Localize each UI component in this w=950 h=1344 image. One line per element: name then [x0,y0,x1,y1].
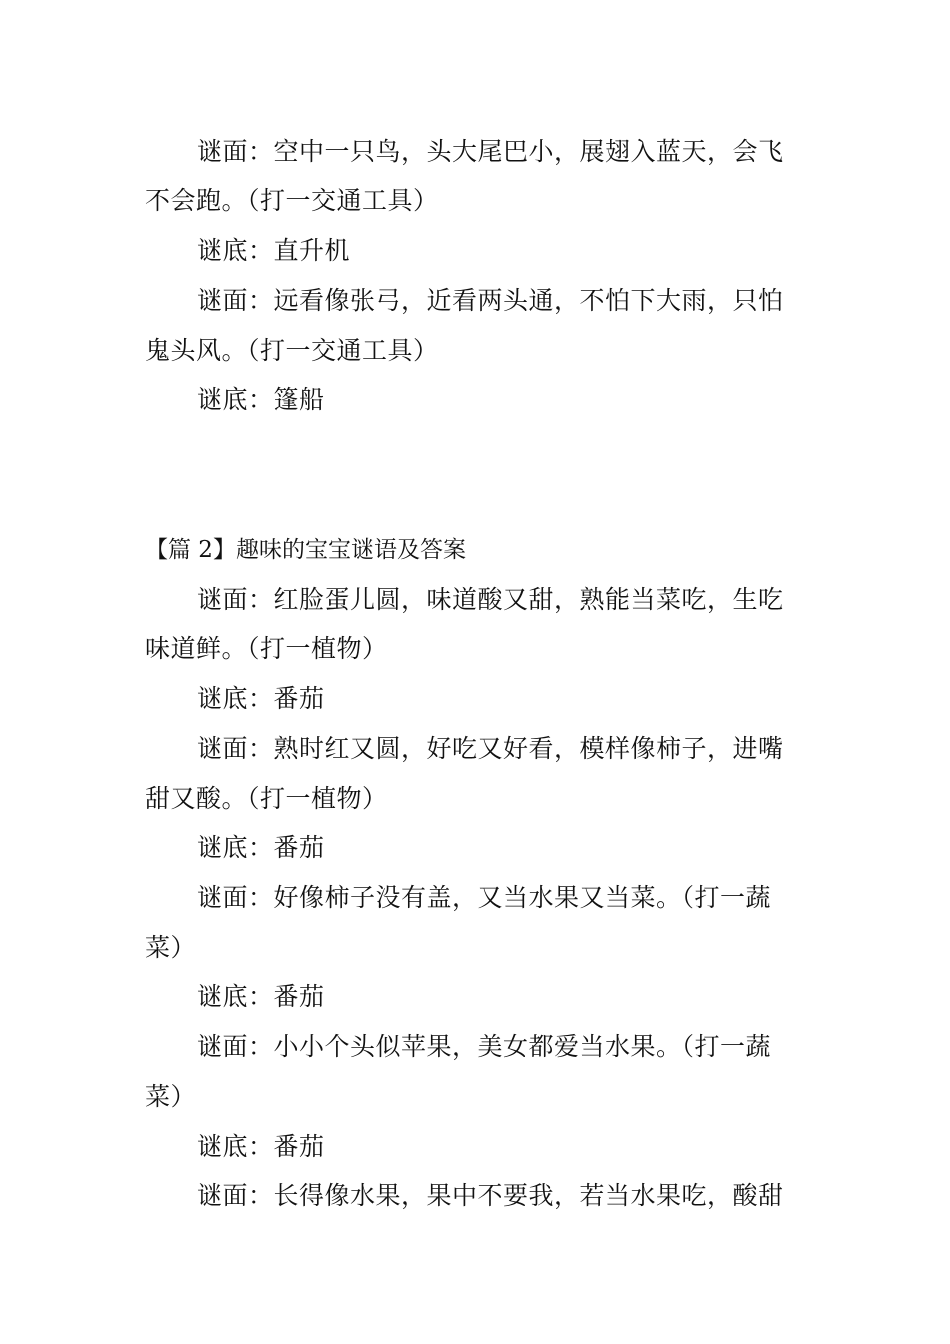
riddle-text: 谜面：长得像水果，果中不要我，若当水果吃，酸甜 [197,1181,784,1210]
riddle-text: 谜面：空中一只鸟，头大尾巴小，展翅入蓝天，会飞 [197,137,784,166]
riddle-text: 菜） [145,1082,197,1111]
answer-text: 谜底：篷船 [197,385,325,414]
riddle-text: 甜又酸。（打一植物） [145,784,388,813]
riddle-text: 不会跑。（打一交通工具） [145,186,439,215]
answer-text: 谜底：番茄 [197,1132,325,1161]
answer-text: 谜底：番茄 [197,833,325,862]
riddle-text: 谜面：红脸蛋儿圆，味道酸又甜，熟能当菜吃，生吃 [197,585,784,614]
riddle-text: 谜面：熟时红又圆，好吃又好看，模样像柿子，进嘴 [197,734,784,763]
riddle-text: 谜面：好像柿子没有盖，又当水果又当菜。（打一蔬 [197,883,772,912]
riddle-text: 菜） [145,933,197,962]
riddle-text: 鬼头风。（打一交通工具） [145,336,439,365]
riddle-text: 味道鲜。（打一植物） [145,634,388,663]
answer-text: 谜底：番茄 [197,684,325,713]
riddle-text: 谜面：小小个头似苹果，美女都爱当水果。（打一蔬 [197,1032,772,1061]
answer-text: 谜底：番茄 [197,982,325,1011]
riddle-text: 谜面：远看像张弓，近看两头通，不怕下大雨，只怕 [197,286,784,315]
section-heading: 【篇 2】趣味的宝宝谜语及答案 [145,537,466,563]
answer-text: 谜底：直升机 [197,236,351,265]
